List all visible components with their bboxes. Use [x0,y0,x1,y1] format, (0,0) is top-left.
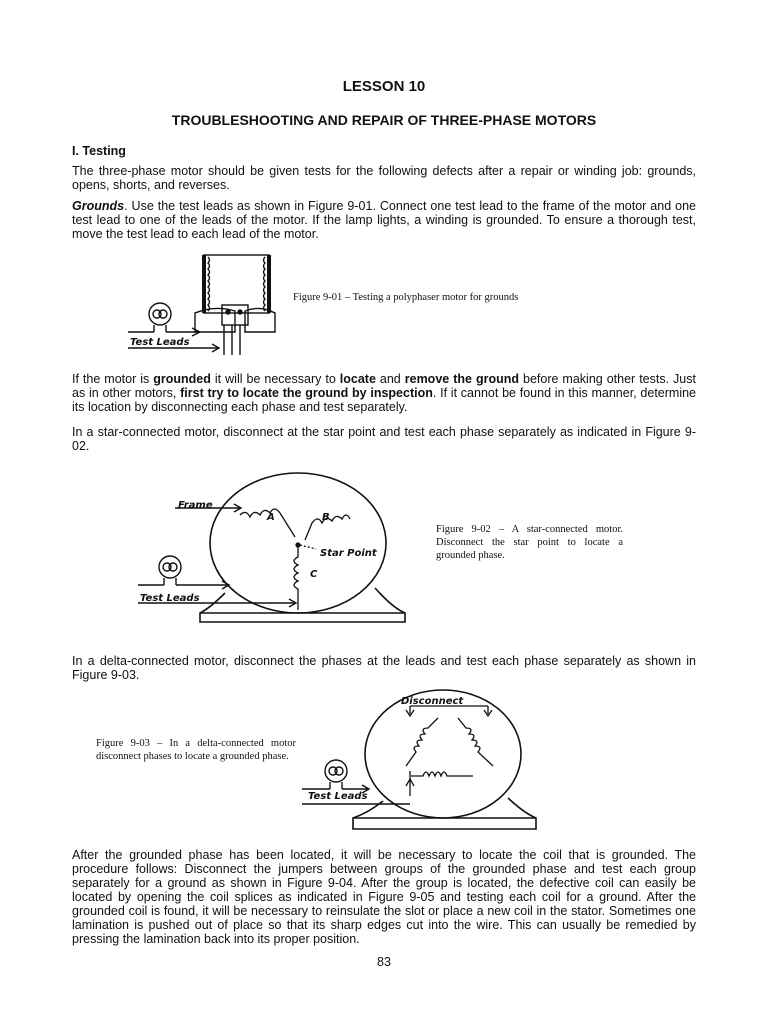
paragraph-grounded [72,372,696,414]
delta-windings [406,706,493,796]
grounds-term: Grounds [72,199,125,213]
fig3-motor-frame [353,690,536,829]
fig2-label-c: C [310,569,318,580]
bold-run: grounded [153,372,211,386]
stator-coils [195,255,275,355]
text-run: and [375,372,405,386]
text-run: before making other tests. Just as in other motors, [72,372,696,400]
bold-run: remove the ground [404,372,519,386]
page-number: 83 [377,955,391,969]
main-title: TROUBLESHOOTING AND REPAIR OF THREE-PHASE MOTORS [171,112,597,128]
fig2-label-b: B [322,512,330,523]
fig2-label-frame: Frame [178,500,213,511]
figure-9-01-caption: Figure 9-01 – Testing a polyphaser motor for grounds [293,292,519,303]
text-run: . If it cannot be found in this manner, determine its location by disconnecting each phase and test separately. [72,386,696,414]
fig3-label-disconnect: Disconnect [401,696,464,707]
bold-run: first try to locate the ground by inspection [180,386,433,400]
paragraph-intro: The three-phase motor should be given tests for the following defects after a repair or winding job: grounds, opens, shorts, and reverses. [72,164,696,192]
paragraph-grounds [72,199,696,241]
paragraph-after: After the grounded phase has been located, it will be necessary to locate the coil that is grounded. The procedure follows: Disconnect the jumpers between groups of the grounded phase and test each group separately for a ground as shown in Figure 9-04. After the group is located, the defective coil can easily be located by opening the coil splices as indicated in Figure 9-05 and testing each coil for a ground. After the grounded coil is found, it will be necessary to reinsulate the slot or place a new coil in the stator. Sometimes one lamination is pushed out of place so that its sharp edges cut into the wire. This can usually be remedied by pressing the lamination back into its proper position. [72,848,696,946]
text-run: If the motor is [72,372,154,386]
figure-9-02-caption: Figure 9-02 – A star-connected motor. Disconnect the star point to locate a grounded phase. [436,524,623,561]
grounds-text: . Use the test leads as shown in Figure 9-01. Connect one test lead to the frame of the motor and one test lead to one of the leads of the motor. If the lamp lights, a winding is grounded. To ensure a thorough test, move the test lead to each lead of the motor. [72,199,696,241]
fig3-label-test-leads: Test Leads [308,791,368,802]
fig2-label-star-point: Star Point [320,548,377,559]
fig2-label-a: A [267,512,275,523]
fig2-label-test-leads: Test Leads [140,593,200,604]
paragraph-star: In a star-connected motor, disconnect at the star point and test each phase separately as indicated in Figure 9-02. [72,425,696,453]
figure-9-03-caption: Figure 9-03 – In a delta-connected motor disconnect phases to locate a grounded phase. [96,738,296,762]
fig1-label-test-leads: Test Leads [130,337,190,348]
star-windings [240,509,350,610]
figure-9-01 [120,252,320,362]
figure-9-02 [130,465,420,627]
section-heading: I. Testing [72,144,126,158]
paragraph-delta: In a delta-connected motor, disconnect the phases at the leads and test each phase separately as shown in Figure 9-03. [72,654,696,682]
lesson-title: LESSON 10 [342,78,426,95]
figure-9-03 [298,686,548,834]
text-run: it will be necessary to [210,372,340,386]
bold-run: locate [339,372,376,386]
